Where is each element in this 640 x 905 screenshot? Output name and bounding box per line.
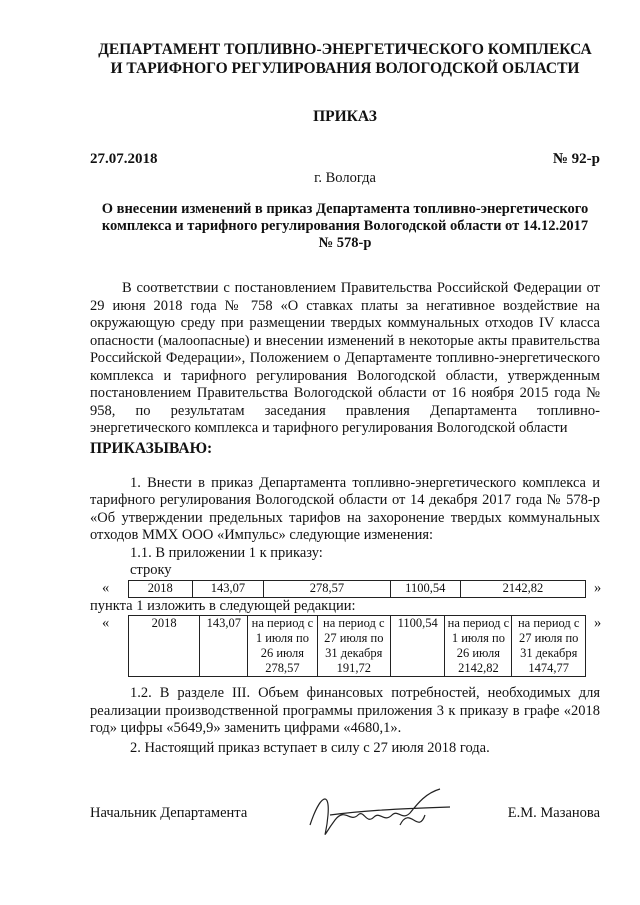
date-number-row	[90, 151, 600, 168]
old-row-table-wrap	[90, 580, 600, 598]
department-line-2: И ТАРИФНОГО РЕГУЛИРОВАНИЯ ВОЛОГОДСКОЙ ОБЛАСТИ	[110, 60, 580, 77]
signer-title: Начальник Департамента	[90, 805, 248, 821]
new-cell: на период с 27 июля по 31 декабря 191,72	[317, 616, 391, 677]
item-2: 2. Настоящий приказ вступает в силу с 27 июля 2018 года.	[130, 739, 490, 756]
quote-open: «	[102, 579, 110, 596]
document-subject: О внесении изменений в приказ Департамента топливно-энергетического комплекса и тарифного регулирования Вологодской области от 14.12.2017 № 578-р	[101, 201, 589, 251]
new-cell: на период с 1 июля по 26 июля 2142,82	[445, 616, 512, 677]
old-cell: 2142,82	[460, 580, 585, 597]
document-type: ПРИКАЗ	[313, 108, 377, 125]
new-cell: 143,07	[200, 616, 248, 677]
old-cell: 2018	[129, 580, 193, 597]
old-cell: 143,07	[192, 580, 264, 597]
row-word: строку	[130, 562, 172, 578]
document-date: 27.07.2018	[90, 151, 158, 167]
item-1-2: 1.2. В разделе III. Объем финансовых потребностей, необходимых для реализации производственной программы приложения 3 к приказу в графе «2018 год» цифры «5649,9» заменить цифрами «4680,1».	[90, 685, 600, 736]
signer-name: Е.М. Мазанова	[507, 805, 600, 821]
handwritten-signature	[300, 785, 460, 845]
table-row	[129, 616, 586, 677]
quote-close: »	[594, 615, 602, 631]
quote-open: «	[102, 615, 110, 631]
new-cell: на период с 27 июля по 31 декабря 1474,77	[512, 616, 586, 677]
document-body	[90, 40, 600, 757]
item-1: 1. Внести в приказ Департамента топливно-энергетического комплекса и тарифного регулирования Вологодской области от 14 декабря 2017 года № 578-р «Об утверждении предельных тарифов на захоронение твердых коммунальных отходов ММХ ООО «Импульс» следующие изменения:	[90, 474, 600, 543]
old-row-table	[128, 580, 586, 598]
new-row-table	[128, 615, 586, 677]
new-cell: на период с 1 июля по 26 июля 278,57	[248, 616, 317, 677]
old-cell: 1100,54	[390, 580, 460, 597]
new-cell: 1100,54	[391, 616, 445, 677]
document-number: № 92-р	[552, 151, 600, 167]
old-cell: 278,57	[264, 580, 390, 597]
decree-word: ПРИКАЗЫВАЮ:	[90, 439, 213, 457]
item-1-1: 1.1. В приложении 1 к приказу:	[130, 544, 323, 561]
intro-paragraph: В соответствии с постановлением Правительства Российской Федерации от 29 июня 2018 года № 758 «О ставках платы за негативное воздействие на окружающую среду при размещении твердых коммунальных отходов IV класса опасности (малоопасные) и внесении изменений в некоторые акты правительства Российской Федерации», Положением о Департаменте топливно-энергетического комплекса и тарифного регулирования Вологодской области, утвержденным постановлением Правительства Вологодской области от 16 ноября 2015 года № 958, по результатам заседания правления Департамента топливно-энергетического комплекса и тарифного регулирования Вологодской области	[90, 280, 600, 436]
table-row	[129, 580, 586, 597]
quote-close: »	[594, 579, 602, 596]
new-cell: 2018	[129, 616, 200, 677]
new-row-table-wrap	[90, 615, 600, 677]
replace-text: пункта 1 изложить в следующей редакции:	[90, 597, 356, 614]
department-name	[90, 40, 600, 78]
department-line-1: ДЕПАРТАМЕНТ ТОПЛИВНО-ЭНЕРГЕТИЧЕСКОГО КОМПЛЕКСА	[98, 41, 592, 58]
document-city: г. Вологда	[314, 170, 376, 186]
